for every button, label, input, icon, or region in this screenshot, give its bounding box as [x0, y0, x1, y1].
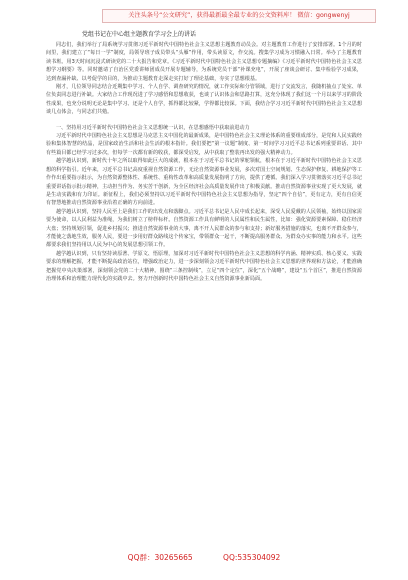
qq-number-text: QQ:535304092 [223, 553, 281, 562]
paragraph: 习近平新时代中国特色社会主义思想是马克思主义中国化的最新成果，是中国特色社会主义理论体系的重要组成部分，是党和人民实践经验和集体智慧的结晶，是国家政治生活和社会生活的根本指针。我们要把“第一议题”制度、第一时间学习习近平总书记系列重要讲话、其中有些篇目都已经学习过多次，但每学一次都有新的收获，都深受启发，从中获取了整装再出发的强大精神动力。 [46, 133, 362, 156]
qq-group-text: QQ群：30265665 [127, 553, 193, 562]
document-title: 党组书记在中心组主题教育学习会上的讲话 [82, 31, 197, 38]
paragraph: 越学越认识到，新时代十年之所以取得如此巨大的成就，根本在于习近平总书记的掌舵领航，根本在于习近平新时代中国特色社会主义思想的科学指引。近年来，习近平总书记高度重视自然资源工作，无论自然资源事业发展，多次对国土空间规划、生态保护修复、耕地保护等工作作出重要指示批示，为自然资源整体性、系统性、重构性改革和高质量发展指明了方向，提供了遵循。我们深入学习贯彻落实习近平总书记重要讲话指示批示精神，主动担当作为、务实苦干创新，为全区经济社会高质量发展作出了积极贡献。推动自然资源事业实现了更大发展，就是生动实践和有力印证。新征程上，我们必须坚持以习近平新时代中国特色社会主义思想为指导，坚定“四个自信”，更有定力，更有自信更有智慧地推动自然资源事业沿着正确的方向前进。 [46, 158, 363, 207]
document-body [46, 30, 362, 283]
footer-contact [0, 553, 408, 563]
header-banner: 关注头条号“公文研究”，获得最新最全最专业的公文资料库！ 微信：gongwenyj [102, 9, 376, 23]
paragraph: 越学越认识到，坚持人民至上是我们工作的出发点和落脚点。习近平总书记是人民中成长起来，深受人民爱戴的人民领袖，始终以国家需要为使命，以人民利益为准绳，为我们树立了榜样标杆。自然资源工作具有鲜明的人民属性和民生属性，比如：强化资源要素保障、稳住经济大盘；坚持规划引领，促进乡村振兴；推进自然资源事业的大事，离不开人民群众的参与和支持；新好服务措施的落实，也离不开群众参与，才能使之落地生效，服务人民，要进一步用好群众路线这个传家宝，带领群众一起干，不断提高服务群众、为群众办实事的能力和水平。这些都要求我们坚持用以人民为中心的发展思想引领工作。 [46, 208, 363, 249]
paragraph: 同志们，我们举行了局系统学习贯彻习近平新时代中国特色社会主义思想主题教育动员会。对主题教育工作进行了安排部署。1个月的时间里，我们建立了“每日一学”制度，局领导班子成员带头“头雁”作用，带头读原文，作交流。搜集学习成为习惯融入日常。举办了主题教育读书班。用3天时间沉浸式研读党的二十大报告和党章。《习近平新时代中国特色社会主义思想专题摘编》《习近平新时代中国特色社会主义思想学习纲要》等。同时邀请了自治区党委讲师团成员开展专题辅导，为系统党员干部“补课充电”，开展了座谈会研讨、集中检验学习成果，达到查漏补缺、以考促学的目的，为推动主题教育走深走实打好了理论基础，夯实了思想根基。 [46, 42, 362, 82]
section-heading: 一、坚持用习近平新时代中国特色社会主义思想统一认识，在思想感悟中获取前进动力 [56, 124, 250, 131]
paragraph: 越学越认识到，只有坚持读原著、学原文、悟原理，加深对习近平新时代中国特色社会主义思想的科学内涵、精神实质、核心要义、实践要求的理解把握，才能不断提高政治站位，增强政治定力，进一步深刻领会习近平新时代中国特色社会主义思想的世界观和方法论，才能准确把握党中央决策部署，深刻领会党的二十大精神。围绕“三条控制线”，立足“四个定位”，深化“五个战略”，建设“五个首区”，推进自然资源治理体系和治理能力现代化的实践中去。努力开创新时代中国特色社会主义自然资源事业新局面。 [46, 250, 363, 282]
paragraph: 刚才，几位领导同志结合近期集中学习、个人自学、调查研究的情况，就工作实际和分管领域，进行了交流发言，我随机抽点了处室、单位负责同志进行补缺。大家结合工作现况进了学习感悟和思想收获，也谈了认识体会和思路打算，这充分体现了我们这一个月以来学习的阶段性成果，也充分说明无论是集中学习、还是个人自学，抓得都比较紧，学得都比较深。下面，我结合学习习近平新时代中国特色社会主义思想谈几点体会，与同志们共勉。 [46, 84, 363, 116]
